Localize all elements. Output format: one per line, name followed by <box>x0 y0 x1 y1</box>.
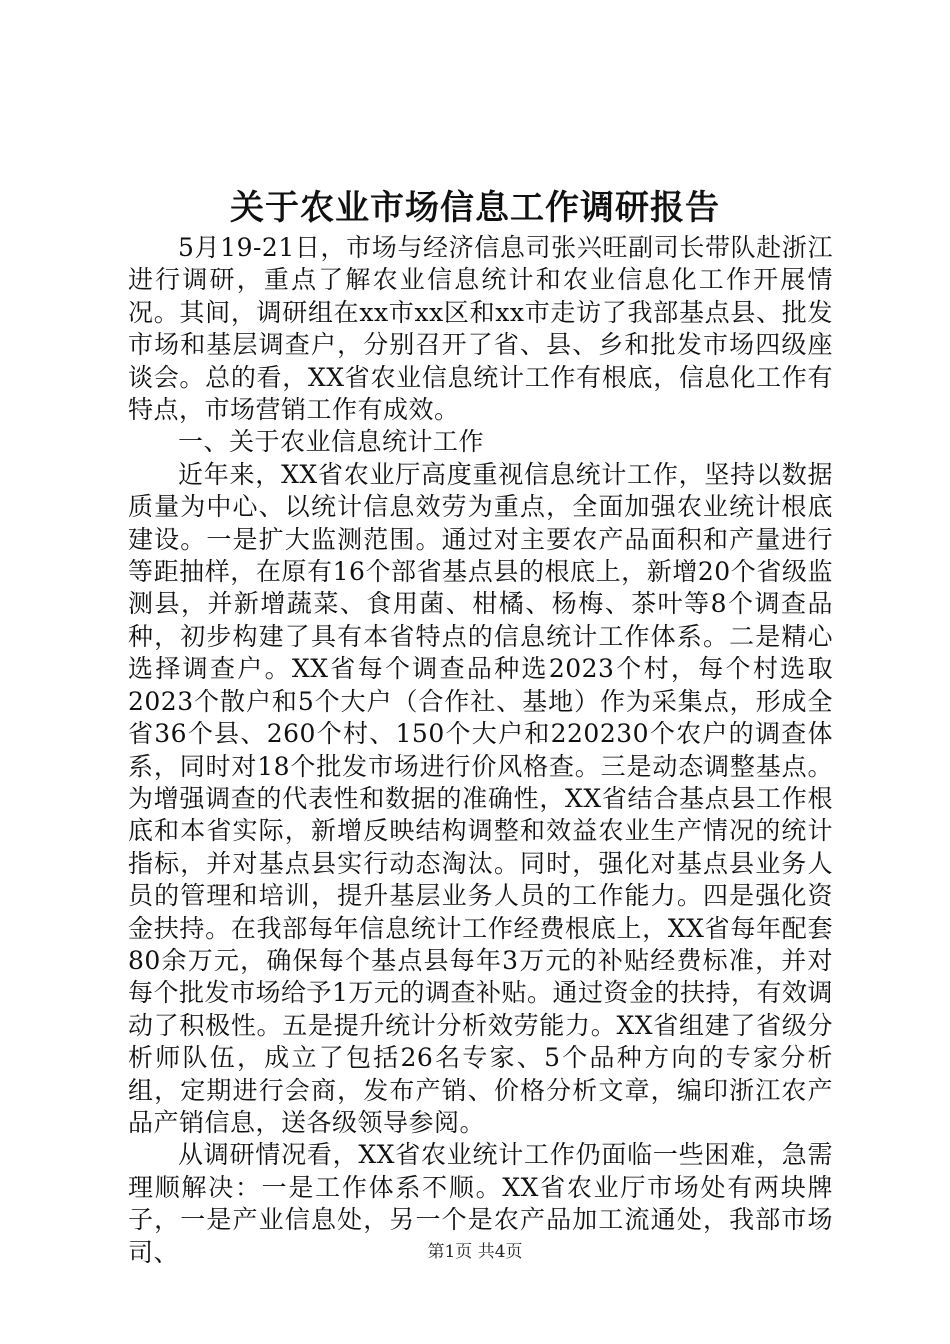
page-number: 第1页 共4页 <box>427 1242 523 1262</box>
paragraph-difficulties: 从调研情况看，XX省农业统计工作仍面临一些困难，急需理顺解决：一是工作体系不顺。XX省农业厅市场处有两块牌子，一是产业信息处，另一个是农产品加工流通处，我部市场司、 <box>128 1140 833 1267</box>
document-title: 关于农业市场信息工作调研报告 <box>230 188 720 228</box>
paragraph-intro: 5月19-21日，市场与经济信息司张兴旺副司长带队赴浙江进行调研，重点了解农业信息统计和农业信息化工作开展情况。其间，调研组在xx市xx区和xx市走访了我部基点县、批发市场和基层调查户，分别召开了省、县、乡和批发市场四级座谈会。总的看，XX省农业信息统计工作有根底，信息化工作有特点，市场营销工作有成效。 <box>128 233 833 425</box>
document-body <box>128 232 833 1269</box>
paragraph-statistics-work: 近年来，XX省农业厅高度重视信息统计工作，坚持以数据质量为中心、以统计信息效劳为重点，全面加强农业统计根底建设。一是扩大监测范围。通过对主要农产品面积和产量进行等距抽样，在原有16个部省基点县的根底上，新增20个省级监测县，并新增蔬菜、食用菌、柑橘、杨梅、茶叶等8个调查品种，初步构建了具有本省特点的信息统计工作体系。二是精心选择调查户。XX省每个调查品种选2023个村，每个村选取2023个散户和5个大户（合作社、基地）作为采集点，形成全省36个县、260个村、150个大户和220230个农户的调查体系，同时对18个批发市场进行价风格查。三是动态调整基点。为增强调查的代表性和数据的准确性，XX省结合基点县工作根底和本省实际，新增反映结构调整和效益农业生产情况的统计指标，并对基点县实行动态淘汰。同时，强化对基点县业务人员的管理和培训，提升基层业务人员的工作能力。四是强化资金扶持。在我部每年信息统计工作经费根底上，XX省每年配套80余万元，确保每个基点县每年3万元的补贴经费标准，并对每个批发市场给予1万元的调查补贴。通过资金的扶持，有效调动了积极性。五是提升统计分析效劳能力。XX省组建了省级分析师队伍，成立了包括26名专家、5个品种方向的专家分析组，定期进行会商，发布产销、价格分析文章，编印浙江农产品产销信息，送各级领导参阅。 <box>128 459 833 1137</box>
section-heading-1: 一、关于农业信息统计工作 <box>178 427 485 457</box>
